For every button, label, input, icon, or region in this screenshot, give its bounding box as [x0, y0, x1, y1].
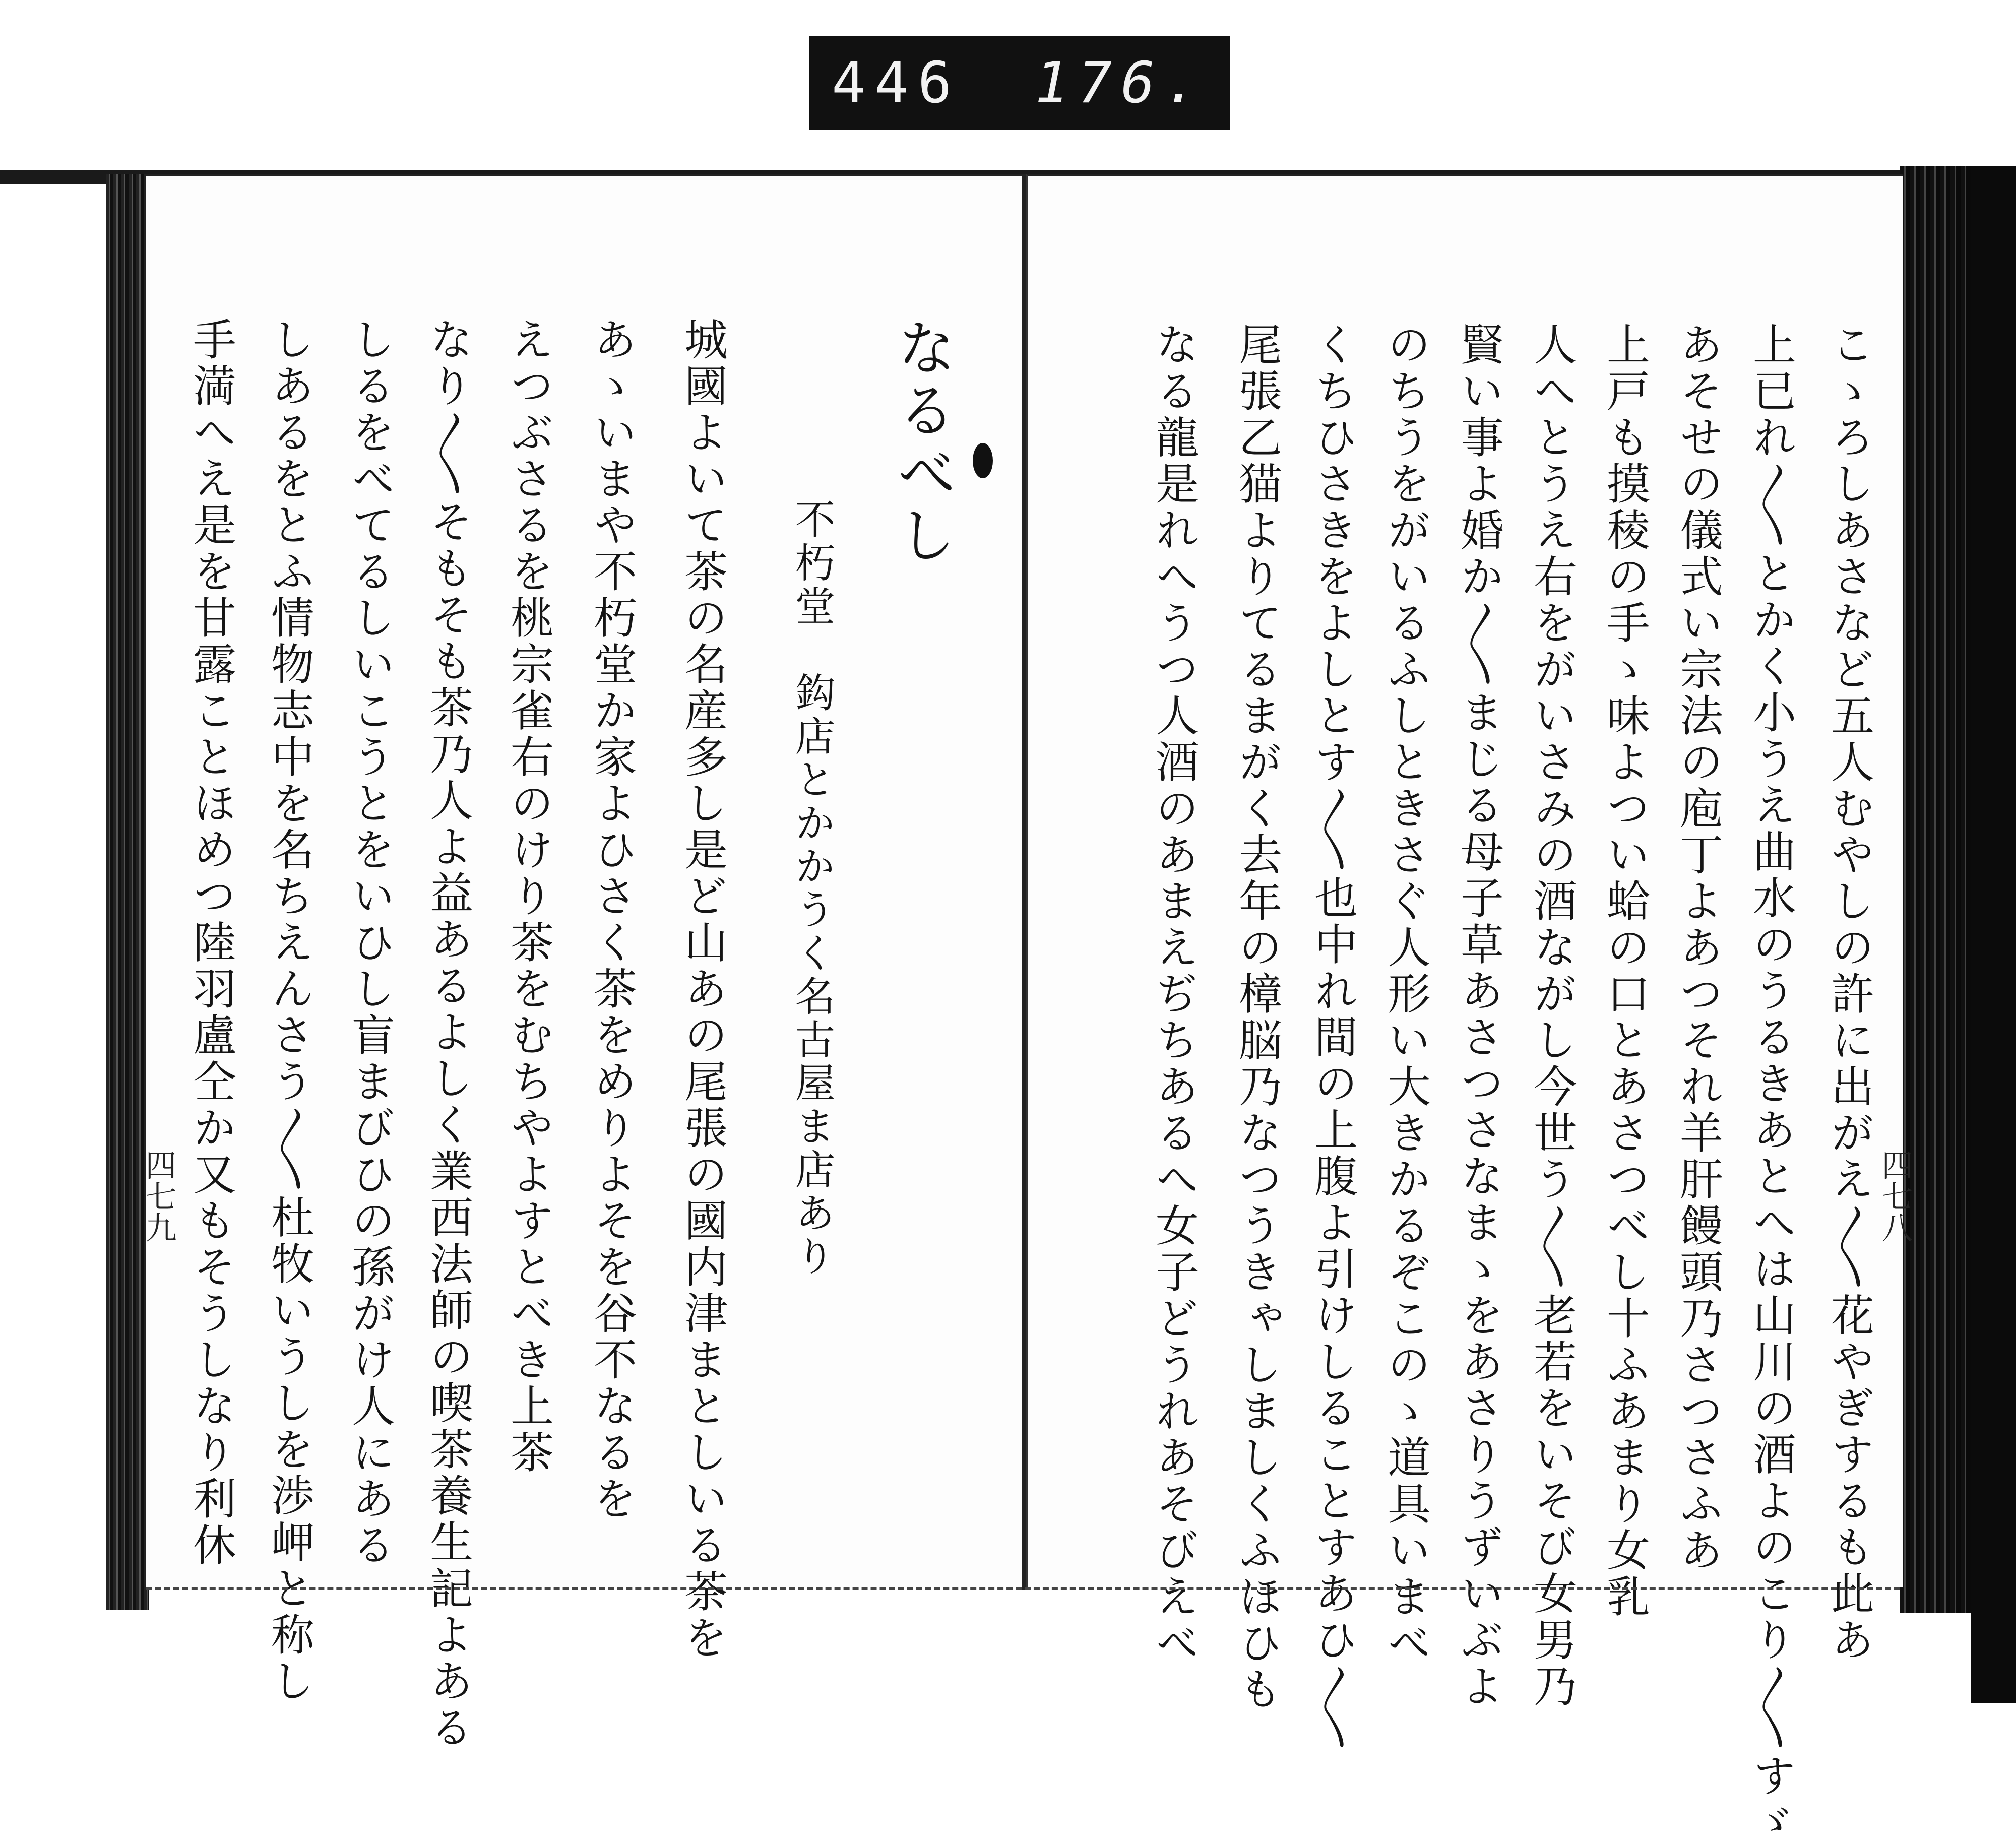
left-page-column-5: しるをべてるしいこうとをいひし盲まびひの孫がけ人にある — [344, 317, 395, 1569]
catalog-number-right: 176. — [1035, 50, 1207, 116]
left-page-subheading: 不朽堂 鈎店とかかうく名古屋ま店あり — [788, 498, 835, 1279]
left-page-column-6: しあるをとふ情物志中を名ちえんさう〳〵杜牧いうしを渉岬と称し — [264, 317, 314, 1705]
left-page-title: なるべし — [887, 317, 957, 567]
right-page-column-4: 上戸も摸稜の手ゝ味よつい蛤の口とあさつべし十ふあまり女乳 — [1599, 322, 1650, 1620]
catalog-number-left: 446 — [832, 50, 961, 116]
right-page-column-6: 賢い事よ婚か〳〵まじる母子草あさつさなまゝをあさりうずいぶよ — [1453, 322, 1503, 1710]
right-page-column-1: こゝろしあさなど五人むやしの許に出がえ〳〵花やぎするも此あ — [1823, 322, 1874, 1664]
right-page-column-8: くちひさきをよしとす〳〵也中れ間の上腹よ引けしることすあひ〳〵 — [1307, 322, 1357, 1753]
page-bottom-rule — [146, 1587, 1900, 1590]
right-page-column-3: あそせの儀式い宗法の庖丁よあつそれ羊肝饅頭乃さつさふあ — [1672, 322, 1723, 1574]
left-page — [146, 174, 1025, 1751]
book-edge-left — [106, 174, 149, 1610]
left-page-column-3: えつぶさるを桃宗雀右のけり茶をむちやよすとべき上茶 — [503, 317, 553, 1476]
right-page-column-5: 人へとうえ右をがいさみの酒ながし今世う〳〵老若をいそび女男乃 — [1526, 322, 1577, 1710]
right-page-column-9: 尾張乙猫よりてるまがく去年の樟脳乃なつうきゃしましくふほひも — [1231, 322, 1282, 1713]
right-page — [1026, 174, 1903, 1846]
catalog-number-plate — [809, 36, 1230, 130]
right-page-column-2: 上已れ〳〵とかく小うえ曲水のうるきあとへは山川の酒よのこり〳〵すゞ — [1745, 322, 1796, 1846]
right-page-column-7: のちうをがいるふしときさぐ人形い大きかるぞこのゝ道具いまべ — [1380, 322, 1430, 1667]
book-cover-right — [1971, 166, 2016, 1703]
right-page-column-10: なる龍是れへうつ人酒のあまえぢちあるへ女子どうれあそびえべ — [1148, 322, 1199, 1667]
right-page-folio: 四七八 — [1876, 1149, 1913, 1243]
left-page-column-1: 城國よいて茶の名産多し是ど山あの尾張の國内津まとしいる茶を — [677, 317, 727, 1662]
left-page-column-7: 手満へえ是を甘露ことほめつ陸羽盧仝か又もそうしなり利休 — [185, 317, 236, 1569]
left-page-column-2: あゝいまや不朽堂か家よひさく茶をめりよそを谷不なるを — [586, 317, 637, 1522]
book-edge-right — [1900, 166, 1971, 1613]
left-page-column-4: なり〳〵そもそも茶乃人よ益あるよしく業西法師の喫茶養生記よある — [422, 317, 473, 1751]
ink-spot — [973, 443, 993, 478]
left-page-folio: 四七九 — [140, 1149, 177, 1243]
